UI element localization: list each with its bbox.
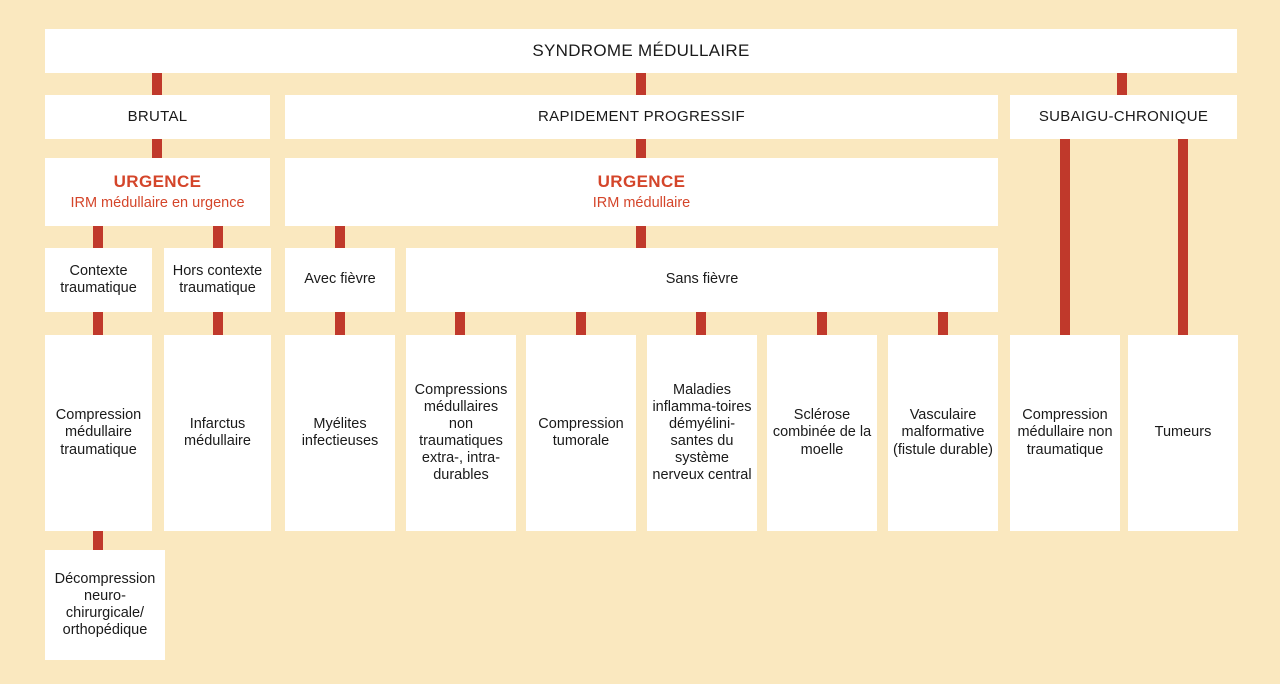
node-label: Maladies inflamma-toires démyélini-santes du système nerveux central xyxy=(652,381,752,484)
node-syndrome-medullaire xyxy=(45,29,1237,73)
connector-title-to-subaigu xyxy=(1117,73,1127,95)
node-sclerose-combinee xyxy=(767,335,877,531)
node-label: Infarctus médullaire xyxy=(184,415,251,449)
connector-urgence-to-hors-contexte xyxy=(213,226,223,248)
node-label: SUBAIGU-CHRONIQUE xyxy=(1038,108,1209,126)
node-hors-contexte-traumatique xyxy=(164,248,271,312)
connector-sans-fievre-to-maladies-inflammatoires xyxy=(696,312,706,335)
node-decompression-neurochirurgicale xyxy=(45,550,165,660)
urgence-subtitle: IRM médullaire xyxy=(592,194,691,211)
connector-compression-to-decompression xyxy=(93,531,103,550)
urgence-title: URGENCE xyxy=(113,171,202,191)
node-urgence-rapidement xyxy=(285,158,998,226)
urgence-subtitle: IRM médullaire en urgence xyxy=(70,194,245,211)
node-label: Compression tumorale xyxy=(538,415,624,449)
connector-subaigu-to-tumeurs xyxy=(1178,139,1188,335)
node-label: Contexte traumatique xyxy=(60,262,137,296)
connector-title-to-rapidement xyxy=(636,73,646,95)
node-sans-fievre xyxy=(406,248,998,312)
node-label: Sans fièvre xyxy=(665,271,739,288)
node-contexte-traumatique xyxy=(45,248,152,312)
connector-title-to-brutal xyxy=(152,73,162,95)
node-maladies-inflammatoires xyxy=(647,335,757,531)
node-brutal xyxy=(45,95,270,139)
connector-urgence-to-avec-fievre xyxy=(335,226,345,248)
node-compression-medullaire-non-traumatique xyxy=(1010,335,1120,531)
connector-brutal-to-urgence xyxy=(152,139,162,158)
connector-subaigu-to-compression-non-traumatique xyxy=(1060,139,1070,335)
node-label: RAPIDEMENT PROGRESSIF xyxy=(538,108,745,126)
node-rapidement-progressif xyxy=(285,95,998,139)
node-vasculaire-malformative xyxy=(888,335,998,531)
node-label: Tumeurs xyxy=(1154,424,1212,441)
connector-sans-fievre-to-vasculaire xyxy=(938,312,948,335)
connector-urgence-to-contexte-traumatique xyxy=(93,226,103,248)
node-label: SYNDROME MÉDULLAIRE xyxy=(532,40,750,60)
node-infarctus-medullaire xyxy=(164,335,271,531)
connector-urgence-to-sans-fievre xyxy=(636,226,646,248)
node-label: Sclérose combinée de la moelle xyxy=(772,407,872,458)
node-compression-tumorale xyxy=(526,335,636,531)
connector-contexte-to-compression-traumatique xyxy=(93,312,103,335)
connector-avec-fievre-to-myelites xyxy=(335,312,345,335)
node-label: Décompression neuro-chirurgicale/ orthopédique xyxy=(54,570,156,639)
node-urgence-brutal xyxy=(45,158,270,226)
connector-sans-fievre-to-sclerose xyxy=(817,312,827,335)
node-subaigu-chronique xyxy=(1010,95,1237,139)
node-label: Avec fièvre xyxy=(304,271,376,288)
connector-sans-fievre-to-compression-tumorale xyxy=(576,312,586,335)
node-compression-medullaire-traumatique xyxy=(45,335,152,531)
connector-rapidement-to-urgence xyxy=(636,139,646,158)
node-tumeurs xyxy=(1128,335,1238,531)
node-label: Compression médullaire non traumatique xyxy=(1017,407,1113,458)
node-label: Hors contexte traumatique xyxy=(172,262,263,296)
node-myelites-infectieuses xyxy=(285,335,395,531)
node-label: BRUTAL xyxy=(127,108,188,126)
connector-hors-contexte-to-infarctus xyxy=(213,312,223,335)
node-label: Compressions médullaires non traumatiques extra-, intra-durables xyxy=(414,381,508,484)
urgence-title: URGENCE xyxy=(597,171,686,191)
node-label: Compression médullaire traumatique xyxy=(55,407,142,458)
node-avec-fievre xyxy=(285,248,395,312)
node-label: Vasculaire malformative (fistule durable) xyxy=(893,407,993,458)
node-label: Myélites infectieuses xyxy=(301,415,379,449)
node-compressions-medullaires-non-traumatiques xyxy=(406,335,516,531)
connector-sans-fievre-to-compressions xyxy=(455,312,465,335)
